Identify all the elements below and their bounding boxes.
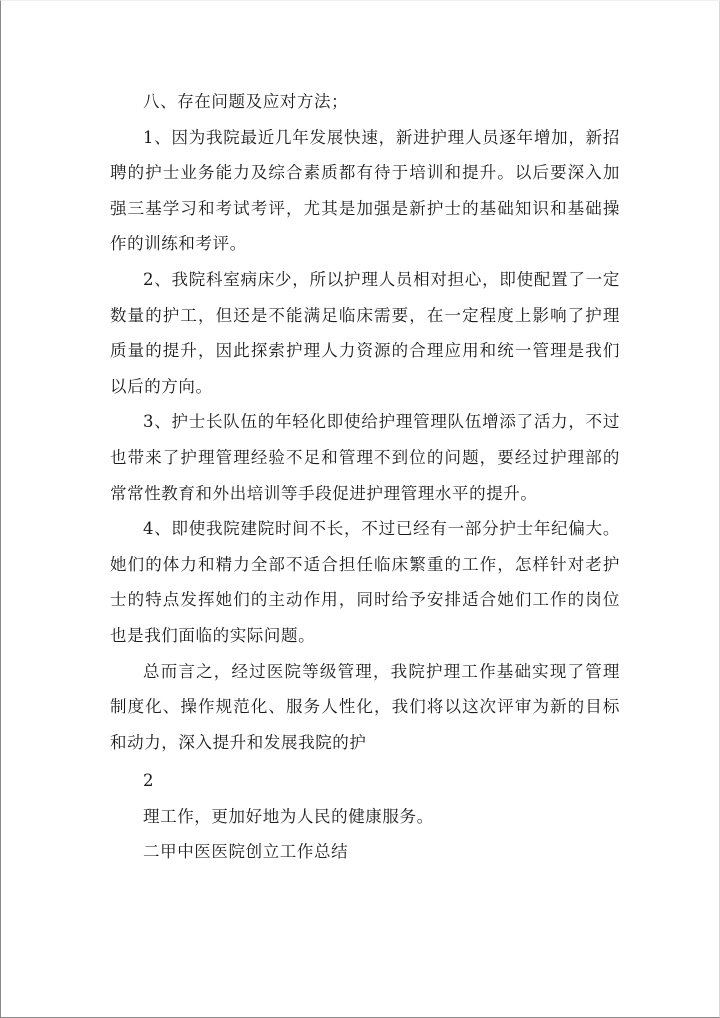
next-section-title: 二甲中医医院创立工作总结 xyxy=(143,842,349,862)
paragraph-4: 4、即使我院建院时间不长，不过已经有一部分护士年纪偏大。她们的体力和精力全部不适合担任临床繁重的工作，怎样针对老护士的特点发挥她们的主动作用，同时给予安排适合她们工作的岗位也是我们面临的实际问题。 xyxy=(110,519,620,645)
paragraph-2: 2、我院科室病床少，所以护理人员相对担心，即使配置了一定数量的护工，但还是不能满足临床需要，在一定程度上影响了护理质量的提升，因此探索护理人力资源的合理应用和统一管理是我们以后的方向。 xyxy=(110,269,620,396)
continuation-text: 理工作，更加好地为人民的健康服务。 xyxy=(143,806,434,826)
paragraph-1: 1、因为我院最近几年发展快速，新进护理人员逐年增加，新招聘的护士业务能力及综合素质都有待于培训和提升。以后要深入加强三基学习和考试考评，尤其是加强是新护士的基础知识和基础操作的训练和考评。 xyxy=(110,127,620,254)
paragraph-summary: 总而言之，经过医院等级管理，我院护理工作基础实现了管理制度化、操作规范化、服务人性化，我们将以这次评审为新的目标和动力，深入提升和发展我院的护 xyxy=(110,661,620,752)
document-body xyxy=(110,84,620,870)
section-heading: 八、存在问题及应对方法； xyxy=(143,92,349,111)
paragraph-3: 3、护士长队伍的年轻化即使给护理管理队伍增添了活力，不过也带来了护理管理经验不足和管理不到位的问题，要经过护理部的常常性教育和外出培训等手段促进护理管理水平的提升。 xyxy=(110,412,620,503)
page-number: 2 xyxy=(143,771,155,791)
